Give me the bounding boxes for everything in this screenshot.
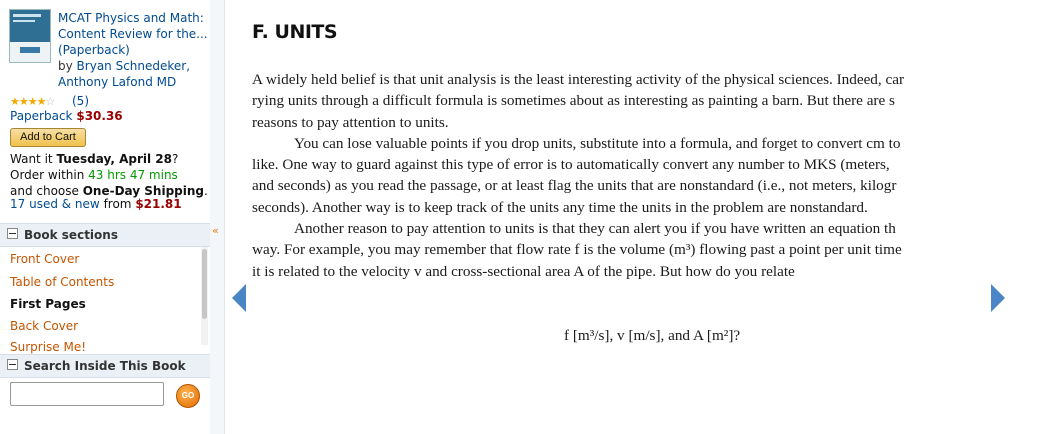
ship-date: Tuesday, April 28 (56, 152, 172, 166)
prev-page-arrow-icon[interactable] (232, 284, 246, 312)
page-formula: f [m³/s], v [m/s], and A [m²]? (564, 327, 741, 344)
ship-option: One-Day Shipping (82, 184, 205, 198)
product-author (58, 58, 208, 90)
section-link-surprise-me[interactable]: Surprise Me! (10, 340, 87, 354)
book-page-viewer (225, 0, 1023, 434)
text-line: way. For example, you may remember that flow rate f is the volume (m³) flowing past a point per unit time (252, 241, 902, 259)
format-link[interactable]: Paperback (10, 109, 73, 123)
ship-text: and choose (10, 184, 83, 198)
product-price: $30.36 (76, 109, 123, 123)
review-count-link[interactable]: (5) (72, 94, 89, 108)
sections-scrollbar[interactable] (201, 247, 208, 345)
used-from-label: from (103, 197, 132, 211)
star-filled-icon: ★★★★ (10, 95, 46, 108)
double-chevron-left-icon[interactable]: « (212, 224, 219, 237)
search-go-button[interactable]: GO (176, 384, 200, 408)
sidebar-collapse-handle[interactable] (210, 0, 225, 434)
text-line: seconds). Another way is to keep track of the units any time the units in the problem are nonstandard. (252, 198, 868, 216)
book-sections-list (0, 246, 200, 354)
section-link-front-cover[interactable]: Front Cover (10, 252, 80, 266)
ship-countdown: 43 hrs 47 mins (88, 168, 178, 182)
ship-text: ? Order within (10, 152, 179, 182)
section-link-table-of-contents[interactable]: Table of Contents (10, 275, 115, 289)
page-heading: F. UNITS (252, 21, 338, 43)
search-inside-input[interactable] (10, 382, 164, 406)
text-line: rying units through a difficult formula is sometimes about as interesting as painting a barn. But there are s (252, 92, 895, 110)
used-new-offers (10, 197, 182, 211)
add-to-cart-button[interactable]: Add to Cart (10, 128, 86, 147)
text-line: and seconds) as you read the passage, or at least flag the units that are nonstandard (i.e., not meters, kilogr (252, 177, 897, 195)
collapse-minus-icon[interactable] (7, 359, 18, 370)
section-link-back-cover[interactable]: Back Cover (10, 319, 79, 333)
next-page-arrow-icon[interactable] (991, 284, 1005, 312)
text-line: A widely held belief is that unit analysis is the least interesting activity of the physical sciences. Indeed, car (252, 71, 905, 88)
book-cover-thumbnail[interactable] (9, 9, 51, 63)
shipping-info (10, 151, 210, 199)
search-inside-header[interactable] (0, 354, 210, 378)
sidebar (0, 0, 211, 434)
ship-text: Want it (10, 152, 57, 166)
scrollbar-thumb[interactable] (202, 249, 207, 319)
used-price: $21.81 (135, 197, 182, 211)
product-title-link[interactable]: MCAT Physics and Math: Content Review for the... (Paperback) (58, 11, 208, 57)
text-line: like. One way to guard against this type of error is to automatically convert any number to MKS (meters, (252, 156, 890, 174)
text-line: it is related to the velocity v and cross-sectional area A of the pipe. But how do you relate (252, 262, 795, 280)
star-empty-icon: ☆ (45, 95, 55, 108)
text-line: Another reason to pay attention to units is that they can alert you if you have written an equation th (294, 220, 896, 238)
text-line: You can lose valuable points if you drop units, substitute into a formula, and forget to convert cm to (294, 134, 901, 152)
format-price-line (10, 109, 123, 123)
author-link[interactable]: Bryan Schnedeker, Anthony Lafond MD (58, 59, 191, 89)
page-body-text (252, 69, 1037, 282)
used-new-link[interactable]: 17 used & new (10, 197, 100, 211)
collapse-minus-icon[interactable] (7, 228, 18, 239)
section-link-first-pages[interactable]: First Pages (10, 297, 86, 311)
star-rating[interactable] (10, 95, 54, 108)
author-prefix: by (58, 59, 73, 73)
book-sections-title: Book sections (24, 228, 118, 242)
search-inside-title: Search Inside This Book (24, 359, 186, 373)
text-line: reasons to pay attention to units. (252, 113, 449, 131)
ship-text: . (204, 184, 208, 198)
book-sections-header[interactable] (0, 223, 210, 247)
